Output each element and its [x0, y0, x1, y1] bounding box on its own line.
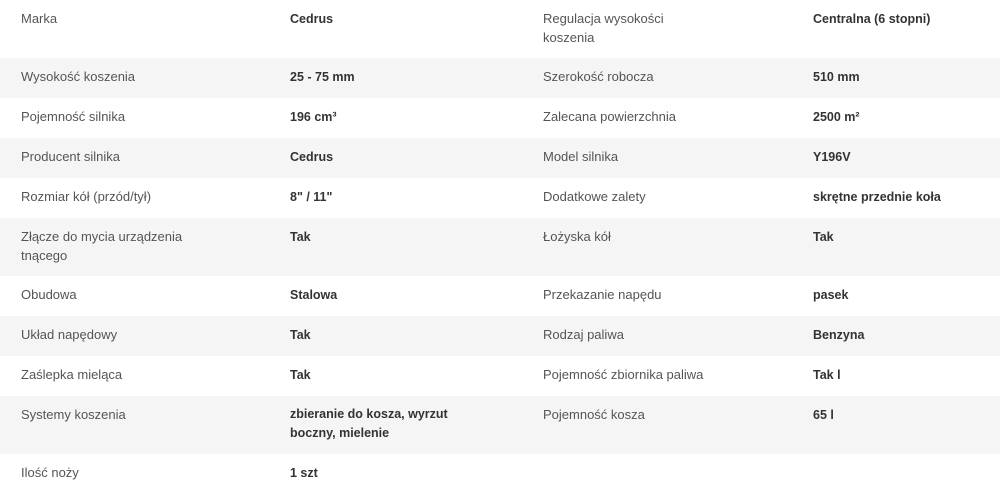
spec-value	[290, 178, 543, 218]
spec-value-text: Tak	[813, 230, 834, 244]
spec-value-text: Tak l	[813, 368, 841, 382]
spec-value	[290, 98, 543, 138]
spec-value-text: Tak	[290, 368, 311, 382]
spec-label-text: Rodzaj paliwa	[543, 327, 624, 342]
spec-label	[0, 58, 290, 98]
spec-value-text: Cedrus	[290, 150, 334, 164]
spec-label-text: Złącze do mycia urządzenia tnącego	[21, 229, 183, 263]
spec-value	[813, 276, 1000, 316]
spec-label	[0, 0, 290, 58]
table-row	[0, 178, 1000, 218]
spec-value	[290, 276, 543, 316]
spec-value-text: 510 mm	[813, 70, 860, 84]
spec-label-text: Systemy koszenia	[21, 407, 126, 422]
spec-value-text: Benzyna	[813, 328, 865, 342]
spec-value	[813, 58, 1000, 98]
spec-label-text: Wysokość koszenia	[21, 69, 136, 84]
spec-value-text: 2500 m²	[813, 110, 860, 124]
spec-value-text: 25 - 75 mm	[290, 70, 355, 84]
spec-value-text: Stalowa	[290, 288, 338, 302]
spec-label	[543, 276, 813, 316]
spec-label-text: Rozmiar kół (przód/tył)	[21, 189, 152, 204]
spec-label	[543, 178, 813, 218]
spec-label	[0, 98, 290, 138]
table-row	[0, 218, 1000, 276]
table-row	[0, 454, 1000, 494]
table-row	[0, 0, 1000, 58]
spec-value	[813, 178, 1000, 218]
spec-label-text: Pojemność zbiornika paliwa	[543, 367, 704, 382]
spec-label	[0, 138, 290, 178]
spec-label-text: Obudowa	[21, 287, 77, 302]
spec-value	[813, 356, 1000, 396]
spec-label	[0, 218, 290, 276]
table-row	[0, 356, 1000, 396]
table-row	[0, 276, 1000, 316]
spec-value-text: Y196V	[813, 150, 851, 164]
spec-value-text: Centralna (6 stopni)	[813, 12, 931, 26]
spec-value-text: pasek	[813, 288, 849, 302]
spec-value	[290, 396, 543, 454]
spec-label	[543, 218, 813, 276]
spec-value	[290, 58, 543, 98]
spec-label	[543, 316, 813, 356]
spec-label-text: Producent silnika	[21, 149, 120, 164]
spec-value-text: Tak	[290, 328, 311, 342]
spec-label	[543, 396, 813, 454]
spec-label	[543, 98, 813, 138]
spec-value-text: 65 l	[813, 408, 834, 422]
spec-label	[0, 316, 290, 356]
spec-value	[290, 316, 543, 356]
spec-label-text: Regulacja wysokości koszenia	[543, 11, 664, 45]
spec-label	[543, 138, 813, 178]
spec-value	[290, 0, 543, 58]
spec-label-text: Łożyska kół	[543, 229, 611, 244]
spec-label	[543, 356, 813, 396]
spec-value	[813, 0, 1000, 58]
table-row	[0, 58, 1000, 98]
spec-value	[813, 316, 1000, 356]
spec-label	[543, 0, 813, 58]
table-row	[0, 98, 1000, 138]
spec-value	[813, 138, 1000, 178]
spec-value	[290, 218, 543, 276]
spec-value-text: Tak	[290, 230, 311, 244]
spec-value-text: Cedrus	[290, 12, 334, 26]
spec-value-text: 8" / 11"	[290, 190, 333, 204]
spec-label-text: Model silnika	[543, 149, 619, 164]
spec-label	[0, 356, 290, 396]
table-row	[0, 316, 1000, 356]
table-row	[0, 396, 1000, 454]
spec-label-text: Zalecana powierzchnia	[543, 109, 676, 124]
spec-label-text: Zaślepka mieląca	[21, 367, 123, 382]
spec-label	[543, 58, 813, 98]
spec-value	[290, 138, 543, 178]
spec-label-text: Pojemność silnika	[21, 109, 126, 124]
spec-value	[813, 98, 1000, 138]
spec-value	[813, 218, 1000, 276]
spec-label-text: Marka	[21, 11, 58, 26]
spec-value-text: 1 szt	[290, 466, 318, 480]
spec-label	[0, 396, 290, 454]
spec-label	[0, 454, 290, 494]
spec-label-text: Układ napędowy	[21, 327, 118, 342]
spec-label-text: Ilość noży	[21, 465, 79, 480]
spec-label-text: Przekazanie napędu	[543, 287, 662, 302]
table-row	[0, 138, 1000, 178]
spec-label	[0, 178, 290, 218]
spec-value-text: 196 cm³	[290, 110, 337, 124]
spec-label	[0, 276, 290, 316]
spec-value-text: zbieranie do kosza, wyrzut boczny, mielenie	[290, 407, 448, 440]
spec-label-text: Pojemność kosza	[543, 407, 645, 422]
spec-label-text: Szerokość robocza	[543, 69, 654, 84]
spec-label-text: Dodatkowe zalety	[543, 189, 646, 204]
spec-label	[543, 454, 813, 494]
spec-value	[813, 396, 1000, 454]
spec-value	[813, 454, 1000, 494]
spec-value	[290, 356, 543, 396]
spec-value	[290, 454, 543, 494]
spec-value-text: skrętne przednie koła	[813, 190, 941, 204]
